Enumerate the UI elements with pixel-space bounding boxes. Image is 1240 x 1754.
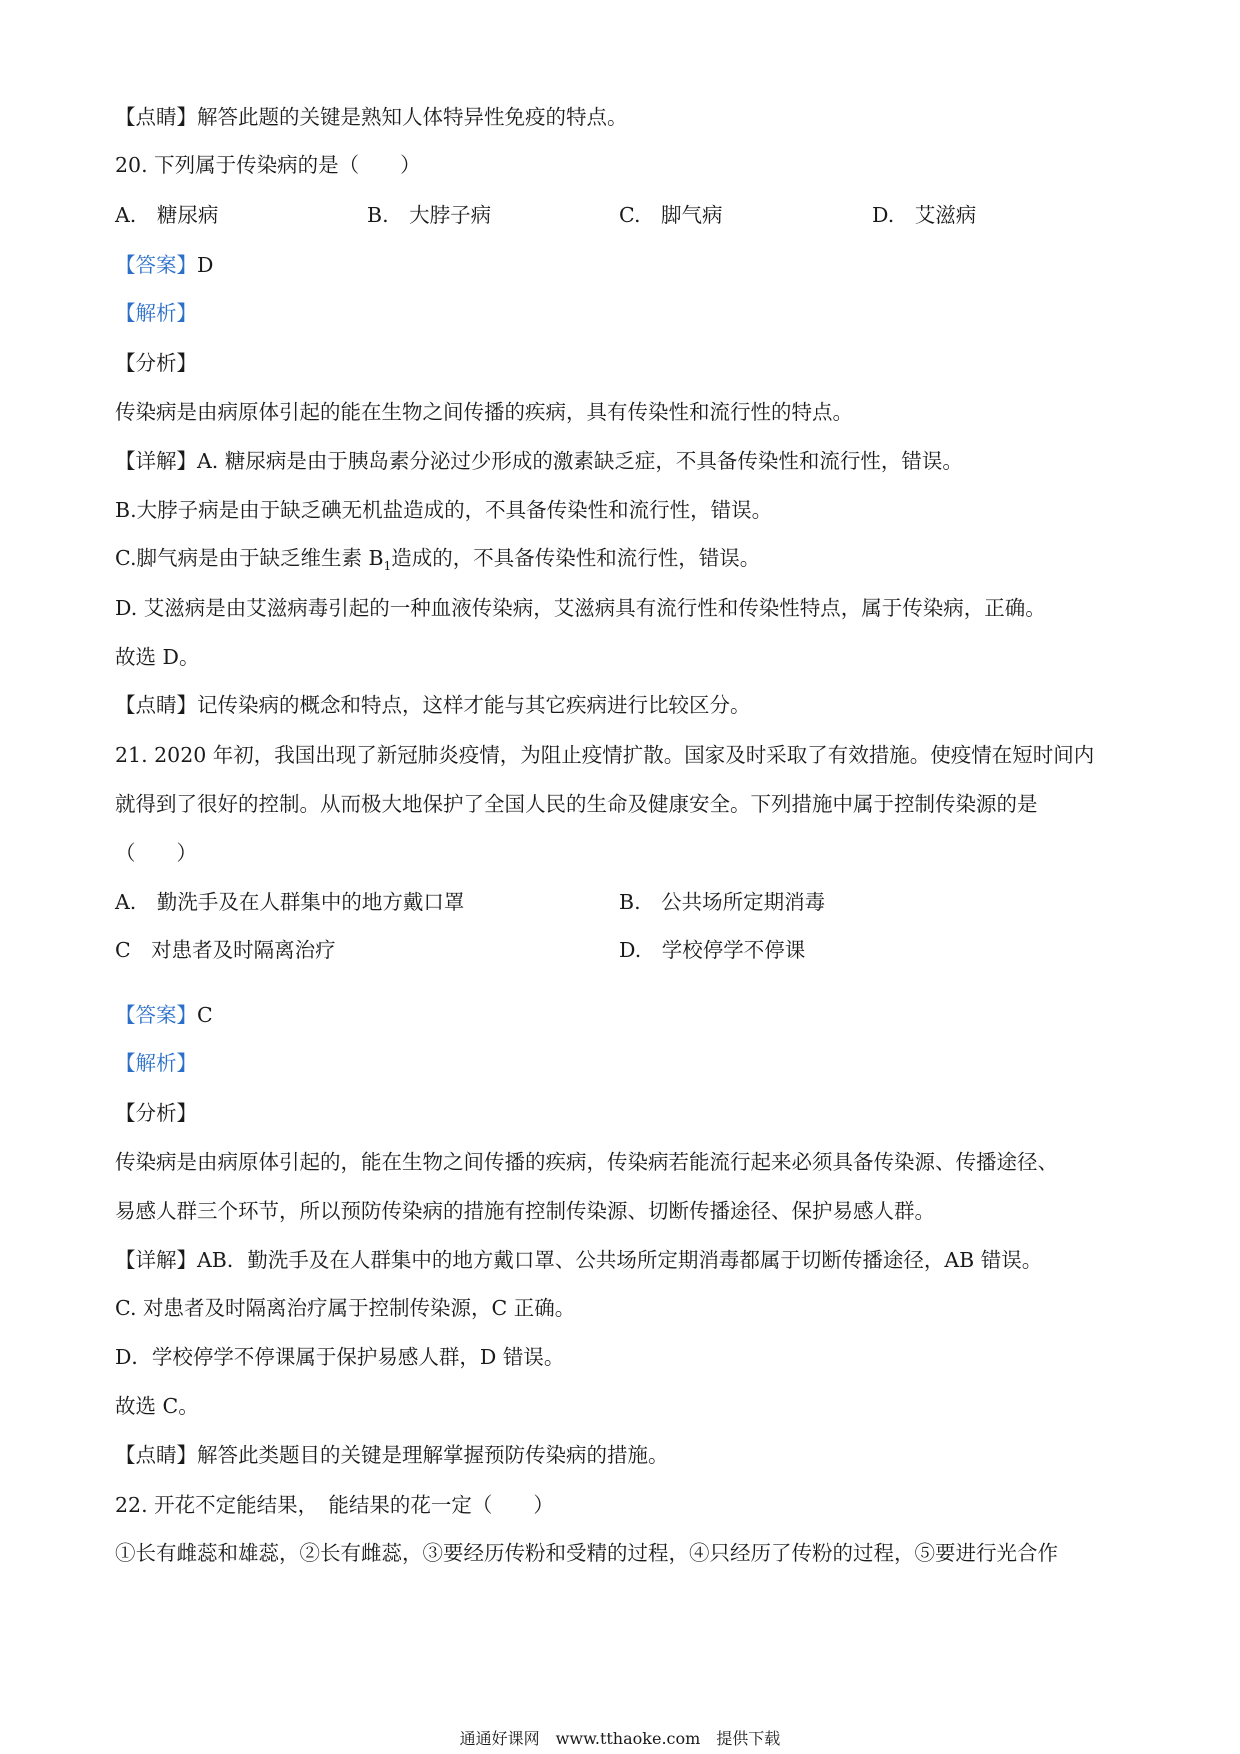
detail-20-c-post: 造成的，不具备传染性和流行性，错误。	[391, 546, 761, 570]
detail-20-c	[115, 543, 760, 581]
q20-option-c: C. 脚气病	[619, 203, 723, 227]
dianjing-note-21: 【点睛】解答此类题目的关键是理解掌握预防传染病的措施。	[115, 1443, 669, 1467]
answer-21	[115, 1000, 213, 1030]
fenxi-tag-21: 【分析】	[115, 1101, 197, 1125]
question-22: 22. 开花不定能结果， 能结果的花一定（ ）	[115, 1493, 554, 1517]
q21-option-a: A. 勤洗手及在人群集中的地方戴口罩	[115, 890, 465, 914]
detail-21-d: D．学校停学不停课属于保护易感人群，D 错误。	[115, 1345, 565, 1369]
conclusion-21: 故选 C。	[115, 1394, 199, 1418]
detail-20-d: D. 艾滋病是由艾滋病毒引起的一种血液传染病，艾滋病具有流行性和传染性特点，属于传染病，正确。	[115, 596, 1046, 620]
analysis-tag-21: 【解析】	[115, 1051, 197, 1075]
detail-21-c: C. 对患者及时隔离治疗属于控制传染源，C 正确。	[115, 1296, 576, 1320]
answer-tag: 【答案】	[115, 253, 197, 277]
fenxi-text-21-2: 易感人群三个环节，所以预防传染病的措施有控制传染源、切断传播途径、保护易感人群。	[115, 1199, 935, 1223]
q21-option-d: D. 学校停学不停课	[619, 938, 806, 962]
q21-option-c: C 对患者及时隔离治疗	[115, 938, 336, 962]
page-footer: 通通好课网 www.tthaoke.com 提供下载	[459, 1729, 781, 1748]
answer-tag: 【答案】	[115, 1003, 197, 1027]
detail-20-b: B.大脖子病是由于缺乏碘无机盐造成的，不具备传染性和流行性，错误。	[115, 498, 773, 522]
question-21-line-1: 21. 2020 年初，我国出现了新冠肺炎疫情，为阻止疫情扩散。国家及时采取了有效措施。使疫情在短时间内	[115, 743, 1095, 767]
fenxi-text-21-1: 传染病是由病原体引起的，能在生物之间传播的疾病，传染病若能流行起来必须具备传染源、传播途径、	[115, 1150, 1058, 1174]
question-21-line-2: 就得到了很好的控制。从而极大地保护了全国人民的生命及健康安全。下列措施中属于控制传染源的是	[115, 792, 1038, 816]
fenxi-tag-20: 【分析】	[115, 351, 197, 375]
dianjing-note-19: 【点睛】解答此题的关键是熟知人体特异性免疫的特点。	[115, 105, 628, 129]
detail-21-ab: 【详解】AB．勤洗手及在人群集中的地方戴口罩、公共场所定期消毒都属于切断传播途径，AB 错误。	[115, 1248, 1043, 1272]
q20-option-b: B. 大脖子病	[367, 203, 492, 227]
answer-value: C	[197, 1003, 213, 1027]
analysis-tag-20: 【解析】	[115, 301, 197, 325]
answer-value: D	[197, 253, 214, 277]
q21-option-b: B. 公共场所定期消毒	[619, 890, 826, 914]
detail-20-c-sub: 1	[383, 559, 392, 574]
q20-option-a: A. 糖尿病	[115, 203, 219, 227]
detail-20-a: 【详解】A. 糖尿病是由于胰岛素分泌过少形成的激素缺乏症，不具备传染性和流行性，错误。	[115, 449, 963, 473]
answer-20	[115, 250, 213, 280]
q20-option-d: D. 艾滋病	[872, 203, 977, 227]
fenxi-text-20: 传染病是由病原体引起的能在生物之间传播的疾病，具有传染性和流行性的特点。	[115, 400, 853, 424]
detail-20-c-pre: C.脚气病是由于缺乏维生素 B	[115, 546, 384, 570]
conclusion-20: 故选 D。	[115, 645, 200, 669]
question-21-line-3: （ ）	[115, 841, 197, 865]
dianjing-note-20: 【点睛】记传染病的概念和特点，这样才能与其它疾病进行比较区分。	[115, 693, 751, 717]
question-20: 20. 下列属于传染病的是（ ）	[115, 153, 421, 177]
question-22-choices: ①长有雌蕊和雄蕊，②长有雌蕊，③要经历传粉和受精的过程，④只经历了传粉的过程，⑤要进行光合作	[115, 1541, 1058, 1565]
